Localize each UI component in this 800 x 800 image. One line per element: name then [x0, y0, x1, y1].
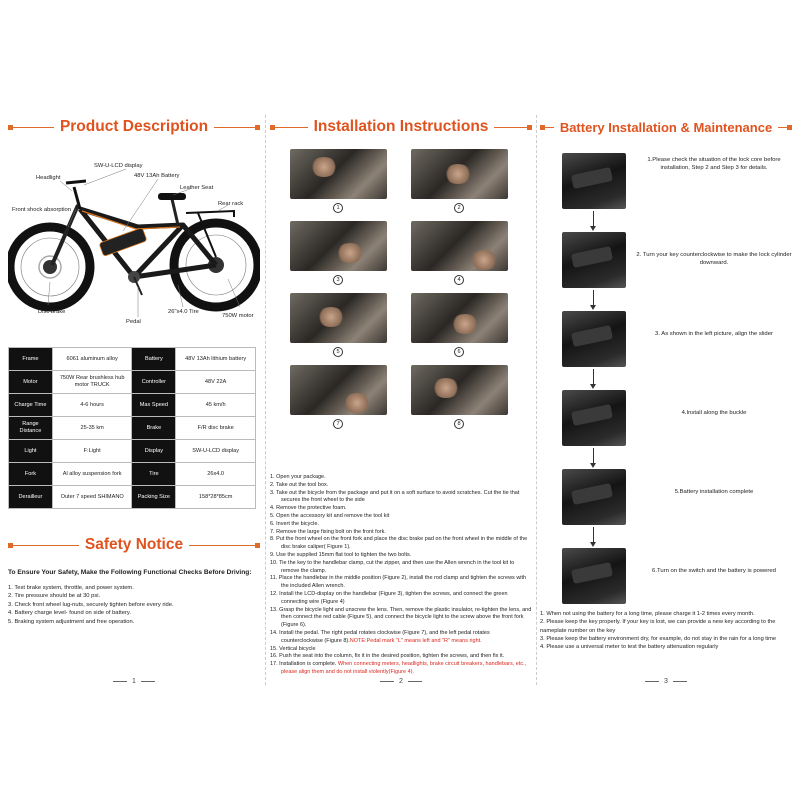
safety-subtitle: To Ensure Your Safety, Make the Following Functional Checks Before Driving:: [8, 569, 252, 576]
battery-step: [540, 548, 792, 606]
spec-key: Range Distance: [9, 417, 53, 440]
install-step: 4. Remove the protective foam.: [270, 505, 347, 512]
spec-key: Tire: [132, 463, 176, 486]
battery-photo: [562, 232, 626, 288]
battery-step: [540, 153, 792, 211]
install-step: 14. Install the pedal. The right pedal rotates clockwise (Figure 7), and the left pedal rotates counterclockwise (Figure 8).NOTE:Pedal mark "L" means left and "R" means right.: [270, 629, 490, 644]
figure-photo: [411, 365, 508, 415]
spec-row: [9, 394, 256, 417]
battery-note: 4. Please use a universal meter to test the battery attenuation regularly: [540, 644, 719, 651]
step-note: NOTE:Pedal mark "L" means left and "R" means right.: [349, 637, 482, 644]
section-title: Product Description: [59, 118, 209, 135]
battery-step: [540, 311, 792, 369]
install-step: 1. Open your package.: [270, 474, 326, 480]
section-header: [540, 115, 792, 139]
figure-photo: [290, 293, 387, 343]
figure-number: 6: [454, 347, 464, 357]
install-step: 3. Take out the bicycle from the package and put it on a soft surface to avoid scratches. Cut the tie that secures the front wheel to the side: [270, 489, 520, 504]
install-step: 11. Place the handlebar in the middle position (Figure 2), install the rod clamp and tighten the screws with the included Allen wrench.: [270, 575, 527, 590]
figure-photo: [290, 221, 387, 271]
spec-value: 750W Rear brushless hub motor TRUCK: [52, 371, 132, 394]
page-product-description: [8, 115, 260, 685]
spec-row: [9, 371, 256, 394]
install-step: 12. Install the LCD-display on the handlebar (Figure 3), tighten the screws, and connect the green connecting wire (Figure 4): [270, 590, 508, 605]
safety-list: [8, 584, 260, 626]
install-step: 10. Tie the key to the handlebar clamp, cut the zipper, and then use the Allen wrench in the tool kit to remove the clamp.: [270, 559, 515, 574]
spec-value: 158*28*85cm: [176, 486, 256, 509]
battery-steps: [540, 153, 792, 603]
callout-rack: Rear rack: [218, 201, 244, 207]
spec-value: F/R disc brake: [176, 417, 256, 440]
figure-number: 5: [333, 347, 343, 357]
spec-key: Motor: [9, 371, 53, 394]
safety-item: 1. Test brake system, throttle, and power system.: [8, 585, 134, 591]
battery-note: 1. When not using the battery for a long time, please charge it 1-2 times every month.: [540, 611, 755, 617]
arrow-down-icon: [593, 369, 594, 386]
install-step: 17. Installation is complete. When connecting meters, headlights, brake circuit breakers, handlebars, etc., please align them and do not install violently(Figure 4).: [270, 661, 527, 675]
section-header: [270, 115, 532, 139]
section-title: Battery Installation & Maintenance: [559, 119, 773, 135]
battery-photo: [562, 153, 626, 209]
install-step: 2. Take out the tool box.: [270, 481, 329, 488]
section-title: Installation Instructions: [313, 118, 489, 135]
spec-key: Charge Time: [9, 394, 53, 417]
spec-value: SW-U-LCD display: [176, 440, 256, 463]
arrow-down-icon: [593, 527, 594, 544]
spec-row: [9, 417, 256, 440]
spec-row: [9, 463, 256, 486]
section-header: [8, 115, 260, 139]
install-step: 5. Open the accessory kit and remove the tool kit: [270, 512, 390, 519]
spec-table: [8, 347, 256, 509]
arrow-down-icon: [593, 290, 594, 307]
callout-seat: Leather Seat: [180, 185, 214, 191]
battery-step-text: 2. Turn your key counterclockwise to make the lock cylinder downward.: [636, 252, 792, 266]
install-step: 6. Invert the bicycle.: [270, 520, 319, 527]
battery-step-text: 4.Install along the buckle: [681, 410, 747, 416]
battery-step-text: 1.Please check the situation of the lock core before installation, Step 2 and Step 3 for details.: [647, 157, 781, 171]
spec-value: Outer 7 speed SHIMANO: [52, 486, 132, 509]
battery-step-text: 6.Turn on the switch and the battery is powered: [652, 568, 776, 574]
battery-photo: [562, 548, 626, 604]
page-number: 3: [540, 678, 792, 685]
spec-value: 48V 13Ah lithium battery: [176, 348, 256, 371]
battery-photo: [562, 311, 626, 367]
install-step: 16. Push the seat into the column, fix it in the desired position, tighten the screws, and then fix it.: [270, 653, 505, 660]
spec-key: Controller: [132, 371, 176, 394]
figure-photo: [411, 149, 508, 199]
spec-key: Packing Size: [132, 486, 176, 509]
callout-disc: Disc brake: [38, 309, 66, 315]
install-step: 15. Vertical bicycle: [270, 645, 316, 652]
section-header: [8, 533, 260, 557]
spec-value: F:Light: [52, 440, 132, 463]
battery-note: 2. Please keep the key properly. If your key is lost, we can provide a new key according to the nameplate number on the key: [540, 619, 776, 634]
battery-step: [540, 232, 792, 290]
spec-key: Max Speed: [132, 394, 176, 417]
callout-display: SW-U-LCD display: [94, 163, 143, 169]
install-step: 8. Put the front wheel on the front fork and place the disc brake pad on the front wheel in the middle of the disc brake caliper( Figure 1).: [270, 536, 528, 551]
battery-step-text: 3. As shown in the left picture, align the slider: [655, 331, 773, 337]
safety-item: 3. Check front wheel lug-nuts, securely tighten before every ride.: [8, 601, 174, 608]
install-step: 13. Grasp the bicycle light and unscrew the lens. Then, remove the plastic insulator, re-tighten the lens, and then connect the red cable (Figure 5), and connect the bicycle light to the screw above the front fork (Figure 6).: [270, 606, 532, 629]
safety-item: 5. Braking system adjustment and free operation.: [8, 618, 135, 625]
step-note: When connecting meters, headlights, brake circuit breakers, handlebars, etc., please align them and do not install violently(Figure 4).: [281, 661, 527, 675]
battery-notes: [540, 610, 792, 651]
spec-key: Battery: [132, 348, 176, 371]
battery-step: [540, 469, 792, 527]
spec-value: 25-35 km: [52, 417, 132, 440]
callout-pedal: Pedal: [126, 319, 141, 325]
figure-number: 8: [454, 419, 464, 429]
arrow-down-icon: [593, 448, 594, 465]
spec-row: [9, 440, 256, 463]
spec-key: Derailleur: [9, 486, 53, 509]
column-divider: [265, 115, 266, 685]
spec-value: 4-6 hours: [52, 394, 132, 417]
spec-row: [9, 486, 256, 509]
callout-battery: 48V 13Ah Battery: [134, 173, 180, 179]
install-step: 7. Remove the large fixing bolt on the front fork.: [270, 528, 386, 535]
spec-key: Brake: [132, 417, 176, 440]
spec-value: 6061 aluminum alloy: [52, 348, 132, 371]
figure-photo: [411, 293, 508, 343]
battery-step-text: 5.Battery installation complete: [674, 489, 754, 495]
spec-key: Fork: [9, 463, 53, 486]
safety-item: 4. Battery charge level- found on side of battery.: [8, 610, 131, 617]
figure-number: 3: [333, 275, 343, 285]
spec-value: 45 km/h: [176, 394, 256, 417]
callout-headlight: Headlight: [36, 175, 61, 181]
spec-row: [9, 348, 256, 371]
spec-key: Frame: [9, 348, 53, 371]
figure-grid: [270, 149, 532, 474]
figure-photo: [411, 221, 508, 271]
spec-value: Al alloy suspension fork: [52, 463, 132, 486]
arrow-down-icon: [593, 211, 594, 228]
installation-steps: [270, 474, 532, 677]
page-battery: [540, 115, 792, 685]
figure-photo: [290, 149, 387, 199]
battery-note: 3. Please keep the battery environment dry, for example, do not stay in the rain for a long time: [540, 635, 777, 642]
battery-photo: [562, 390, 626, 446]
battery-step: [540, 390, 792, 448]
callout-tire: 26"x4.0 Tire: [168, 309, 199, 315]
figure-number: 4: [454, 275, 464, 285]
spec-value: 26x4.0: [176, 463, 256, 486]
page-number: 2: [270, 678, 532, 685]
page-number: 1: [8, 678, 260, 685]
section-title: Safety Notice: [84, 536, 184, 553]
figure-number: 2: [454, 203, 464, 213]
column-divider: [536, 115, 537, 685]
figure-number: 1: [333, 203, 343, 213]
install-step: 9. Use the supplied 15mm flat tool to tighten the two bolts.: [270, 551, 412, 558]
callout-motor: 750W motor: [222, 313, 254, 319]
page-installation: [270, 115, 532, 685]
safety-item: 2. Tire pressure should be at 30 psi.: [8, 593, 101, 600]
battery-photo: [562, 469, 626, 525]
spec-key: Light: [9, 440, 53, 463]
bike-illustration: [8, 147, 260, 337]
figure-photo: [290, 365, 387, 415]
callout-shock: Front shock absorption: [12, 207, 71, 213]
spec-key: Display: [132, 440, 176, 463]
spec-value: 48V 22A: [176, 371, 256, 394]
figure-number: 7: [333, 419, 343, 429]
